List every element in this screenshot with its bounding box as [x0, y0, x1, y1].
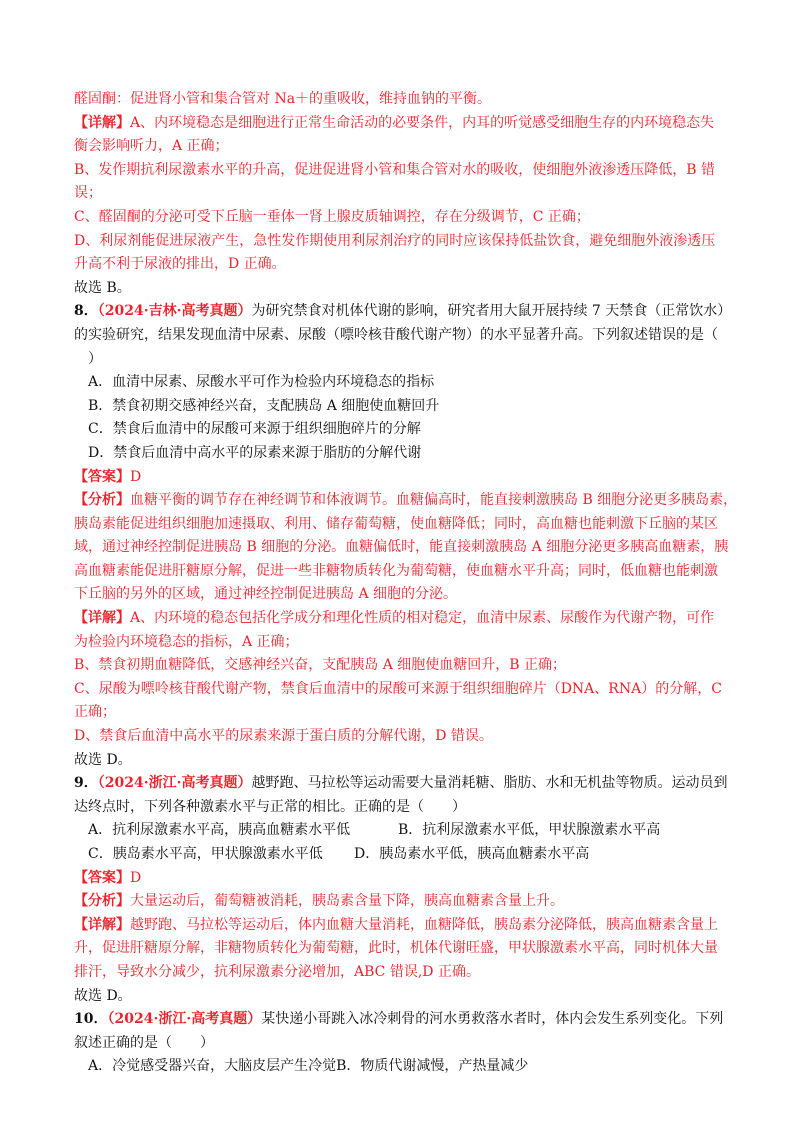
question-8-detail: 为检验内环境稳态的指标，A 正确； [74, 633, 299, 650]
question-8-analysis: 域，通过神经控制促进胰岛 B 细胞的分泌。血糖偏低时，能直接刺激胰岛 A 细胞分泌更多胰高血糖素，胰 [74, 539, 729, 556]
question-9-option-c: C．胰岛素水平高，甲状腺激素水平低 [88, 846, 323, 862]
question-9-stem: 9．（2024·浙江·高考真题）越野跑、马拉松等运动需要大量消耗糖、脂肪、水和无机盐等物质。运动员到 [74, 775, 728, 792]
question-9-options-cd [74, 843, 738, 867]
question-9-detail: 【详解】越野跑、马拉松等运动后，体内血糖大量消耗，血糖降低，胰岛素分泌降低，胰高血糖素含量上 [74, 916, 718, 933]
question-9-option-a: A．抗利尿激素水平高，胰高血糖素水平低 [88, 822, 351, 839]
question-8-detail: B、禁食初期血糖降低，交感神经兴奋，支配胰岛 A 细胞使血糖回升，B 正确； [74, 657, 567, 674]
question-9-answer: 【答案】D [74, 869, 142, 886]
prev-detail-line: 升高不利于尿液的排出，D 正确。 [74, 256, 286, 273]
question-8-option-b: B．禁食初期交感神经兴奋，支配胰岛 A 细胞使血糖回升 [88, 397, 440, 414]
question-8-choose: 故选 D。 [74, 751, 132, 768]
prev-detail-line: 【详解】A、内环境稳态是细胞进行正常生命活动的必要条件，内耳的听觉感受细胞生存的内环境稳态失 [74, 114, 715, 131]
prev-detail-line: B、发作期抗利尿激素水平的升高，促进促进肾小管和集合管对水的吸收，使细胞外液渗透压降低，B 错 [74, 161, 716, 178]
question-10-stem: 10．（2024·浙江·高考真题）某快递小哥跳入冰冷刺骨的河水勇救落水者时，体内会发生系列变化。下列 [74, 1011, 724, 1028]
question-9-option-b: B．抗利尿激素水平低，甲状腺激素水平高 [398, 822, 661, 839]
question-number: 8． [74, 303, 98, 320]
prev-detail-line: 误； [74, 185, 102, 202]
document-page [74, 88, 738, 1079]
question-8-stem: 的实验研究，结果发现血清中尿素、尿酸（嘌呤核苷酸代谢产物）的水平显著升高。下列叙述错误的是（ [74, 326, 718, 343]
question-8-analysis: 下丘脑的另外的区域，通过神经控制促进胰岛 A 细胞的分泌。 [74, 586, 458, 603]
question-number: 10． [74, 1011, 108, 1028]
question-9-options-ab [74, 819, 738, 843]
question-source: （2024·吉林·高考真题） [97, 303, 252, 320]
question-8-stem: 8．（2024·吉林·高考真题）为研究禁食对机体代谢的影响，研究者用大鼠开展持续 7 天禁食（正常饮水） [74, 303, 732, 320]
question-10-options-ab [74, 1055, 738, 1079]
question-8-option-d: D．禁食后血清中高水平的尿素来源于脂肪的分解代谢 [88, 444, 422, 461]
question-9-analysis: 【分析】大量运动后，葡萄糖被消耗，胰岛素含量下降，胰高血糖素含量上升。 [74, 893, 564, 910]
question-9-detail: 排汗，导致水分减少，抗利尿激素分泌增加，ABC 错误,D 正确。 [74, 963, 480, 980]
question-10-option-a: A．冷觉感受器兴奋，大脑皮层产生冷觉 [88, 1058, 337, 1075]
question-9-choose: 故选 D。 [74, 987, 132, 1004]
question-8-detail: C、尿酸为嘌呤核苷酸代谢产物，禁食后血清中的尿酸可来源于组织细胞碎片（DNA、RNA）的分解，C [74, 680, 722, 697]
question-source: （2024·浙江·高考真题） [107, 1011, 262, 1028]
question-9-stem: 达终点时，下列各种激素水平与正常的相比。正确的是（ ） [74, 798, 466, 815]
question-8-stem: ） [88, 350, 102, 367]
question-number: 9． [74, 775, 98, 792]
question-8-analysis: 高血糖素能促进肝糖原分解，促进一些非糖物质转化为葡萄糖，使血糖水平升高；同时，低血糖也能刺激 [74, 562, 718, 579]
question-10-option-b: B．物质代谢减慢，产热量减少 [336, 1058, 529, 1075]
detail-tag: 【详解】 [74, 114, 130, 131]
prev-detail-line: C、醛固酮的分泌可受下丘脑一垂体一肾上腺皮质轴调控，存在分级调节，C 正确； [74, 208, 590, 225]
question-9-option-d: D．胰岛素水平低，胰高血糖素水平高 [354, 846, 590, 862]
prev-choose-line: 故选 B。 [74, 279, 131, 296]
question-8-detail: D、禁食后血清中高水平的尿素来源于蛋白质的分解代谢，D 错误。 [74, 728, 493, 745]
question-8-detail: 【详解】A、内环境的稳态包括化学成分和理化性质的相对稳定，血清中尿素、尿酸作为代谢产物，可作 [74, 610, 715, 627]
question-9-detail: 升，促进肝糖原分解，非糖物质转化为葡萄糖，此时，机体代谢旺盛，甲状腺激素水平高，同时机体大量 [74, 940, 718, 957]
question-8-analysis: 胰岛素能促进组织细胞加速摄取、利用、储存葡萄糖，使血糖降低；同时，高血糖也能刺激下丘脑的某区 [74, 515, 718, 532]
question-source: （2024·浙江·高考真题） [97, 775, 252, 792]
prev-analysis-line: 醛固酮：促进肾小管和集合管对 Na＋的重吸收，维持血钠的平衡。 [74, 91, 492, 107]
question-8-answer: 【答案】D [74, 468, 142, 485]
question-8-detail: 正确； [74, 704, 116, 721]
prev-detail-line: 衡会影响听力，A 正确； [74, 138, 229, 155]
question-8-option-c: C．禁食后血清中的尿酸可来源于组织细胞碎片的分解 [88, 421, 421, 438]
prev-detail-line: D、利尿剂能促进尿液产生，急性发作期使用利尿剂治疗的同时应该保持低盐饮食，避免细胞外液渗透压 [74, 232, 716, 249]
question-8-option-a: A．血清中尿素、尿酸水平可作为检验内环境稳态的指标 [88, 374, 435, 391]
question-8-analysis: 【分析】血糖平衡的调节存在神经调节和体液调节。血糖偏高时，能直接刺激胰岛 B 细胞分泌更多胰岛素， [74, 492, 738, 509]
question-10-stem: 叙述正确的是（ ） [74, 1034, 214, 1051]
